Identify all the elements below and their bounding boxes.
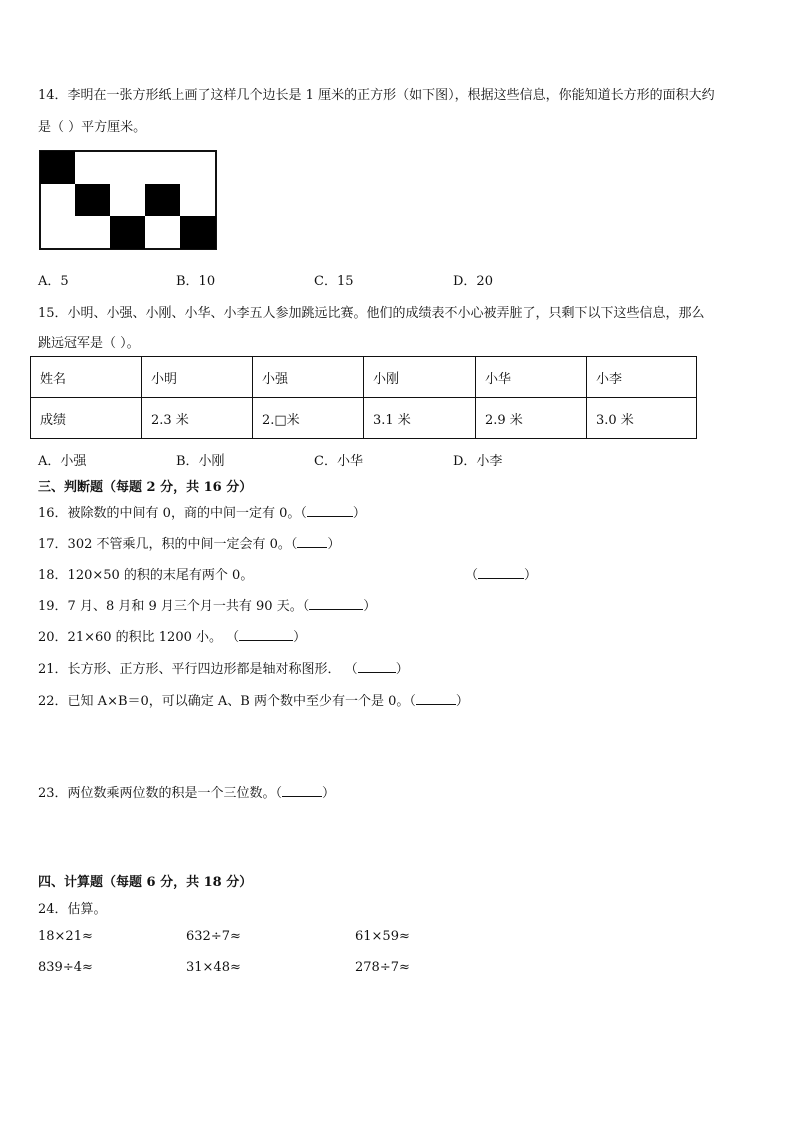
estimate-item: 61×59≈: [355, 929, 410, 944]
q18-statement: [38, 564, 253, 583]
estimate-item: 18×21≈: [38, 929, 93, 944]
estimate-item: 278÷7≈: [355, 960, 410, 975]
q15-option-c: C．小华: [314, 454, 363, 469]
section-3-title: 三、判断题（每题 2 分，共 16 分）: [38, 480, 253, 495]
close-paren: ）: [455, 694, 469, 709]
table-cell: 成绩: [31, 398, 142, 439]
q18-text: 18．120×50 的积的末尾有两个 0。: [38, 568, 254, 583]
q15-option-d: D．小李: [453, 454, 503, 469]
q23-text: 23．两位数乘两位数的积是一个三位数。（: [38, 786, 283, 801]
close-paren: ）: [363, 599, 377, 614]
q22-answer-blank[interactable]: [416, 692, 456, 705]
q15-score-table: [30, 356, 697, 439]
q19-statement: [38, 595, 376, 614]
table-cell: 小强: [253, 357, 364, 398]
q19-text: 19．7 月、8 月和 9 月三个月一共有 90 天。（: [38, 599, 310, 614]
q21-statement: [38, 658, 409, 677]
figure-square-5: [180, 216, 216, 249]
table-cell: 小明: [142, 357, 253, 398]
q14-text-line2: 是（ ）平方厘米。: [38, 120, 147, 135]
q17-text: 17．302 不管乘几，积的中间一定会有 0。（: [38, 537, 298, 552]
q18-answer-paren: [465, 564, 537, 583]
table-cell: 2.□米: [253, 398, 364, 439]
q15-option-b: B．小刚: [176, 454, 225, 469]
table-cell: 姓名: [31, 357, 142, 398]
table-cell: 小华: [476, 357, 587, 398]
estimate-item: 632÷7≈: [186, 929, 241, 944]
q16-answer-blank[interactable]: [307, 504, 353, 517]
q14-option-b: B．10: [176, 274, 216, 289]
table-cell: 小刚: [364, 357, 476, 398]
q16-statement: [38, 502, 366, 521]
q17-statement: [38, 533, 340, 552]
q23-answer-blank[interactable]: [282, 784, 322, 797]
q19-answer-blank[interactable]: [309, 597, 363, 610]
q23-statement: [38, 782, 335, 801]
q17-answer-blank[interactable]: [297, 535, 327, 548]
close-paren: ）: [293, 630, 307, 645]
q18-answer-blank[interactable]: [478, 566, 524, 579]
q21-answer-blank[interactable]: [358, 660, 396, 673]
table-row: [31, 357, 697, 398]
q22-statement: [38, 690, 469, 709]
q15-text-line2: 跳远冠军是（ ）。: [38, 336, 140, 351]
q14-text-line1: 14．李明在一张方形纸上画了这样几个边长是 1 厘米的正方形（如下图），根据这些信息，你能知道长方形的面积大约: [38, 88, 715, 103]
q22-text: 22．已知 A×B＝0，可以确定 A、B 两个数中至少有一个是 0。（: [38, 694, 416, 709]
table-cell: 2.3 米: [142, 398, 253, 439]
q16-text: 16．被除数的中间有 0，商的中间一定有 0。（: [38, 506, 307, 521]
q14-figure: [39, 150, 218, 251]
estimate-item: 31×48≈: [186, 960, 241, 975]
figure-square-4: [145, 184, 180, 216]
table-row: [31, 398, 697, 439]
table-cell: 小李: [587, 357, 697, 398]
table-cell: 3.0 米: [587, 398, 697, 439]
section-4-title: 四、计算题（每题 6 分，共 18 分）: [38, 875, 253, 890]
q14-option-a: A．5: [38, 274, 69, 289]
close-paren: ）: [327, 537, 341, 552]
table-cell: 3.1 米: [364, 398, 476, 439]
q20-answer-blank[interactable]: [239, 628, 293, 641]
open-paren: （: [465, 568, 479, 583]
close-paren: ）: [524, 568, 538, 583]
q20-text: 20．21×60 的积比 1200 小。 （: [38, 630, 240, 645]
q24-prompt: 24．估算。: [38, 902, 107, 917]
q20-statement: [38, 626, 306, 645]
figure-square-3: [110, 216, 145, 249]
q15-text-line1: 15．小明、小强、小刚、小华、小李五人参加跳远比赛。他们的成绩表不小心被弄脏了，只剩下以下这些信息，那么: [38, 306, 705, 321]
q21-text: 21．长方形、正方形、平行四边形都是轴对称图形． （: [38, 662, 358, 677]
close-paren: ）: [352, 506, 366, 521]
q15-option-a: A．小强: [38, 454, 87, 469]
estimate-item: 839÷4≈: [38, 960, 93, 975]
q14-option-d: D．20: [453, 274, 493, 289]
figure-square-1: [40, 151, 75, 184]
close-paren: ）: [322, 786, 336, 801]
table-cell: 2.9 米: [476, 398, 587, 439]
close-paren: ）: [395, 662, 409, 677]
figure-square-2: [75, 184, 110, 216]
q14-option-c: C．15: [314, 274, 354, 289]
